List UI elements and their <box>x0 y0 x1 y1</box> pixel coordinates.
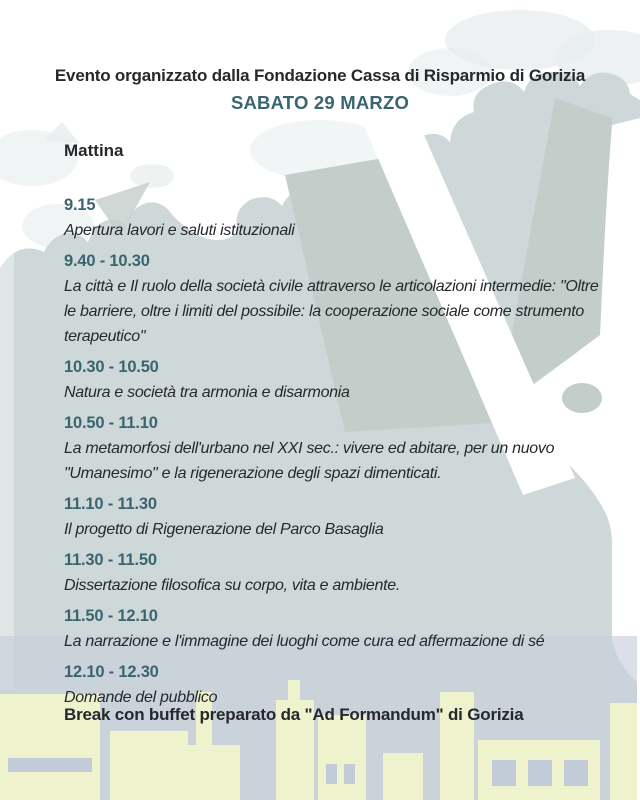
schedule-item <box>64 660 612 710</box>
schedule-time: 12.10 - 12.30 <box>64 663 159 681</box>
schedule-item <box>64 548 612 598</box>
schedule-time: 11.10 - 11.30 <box>64 495 157 513</box>
buffet-break-note: Break con buffet preparato da "Ad Formandum" di Gorizia <box>64 705 524 724</box>
schedule-time: 11.50 - 12.10 <box>64 607 158 625</box>
schedule-title: La narrazione e l'immagine dei luoghi come cura ed affermazione di sé <box>64 633 545 650</box>
schedule-item <box>64 492 612 542</box>
schedule-item <box>64 604 612 654</box>
schedule-item <box>64 249 612 349</box>
schedule-title: Natura e società tra armonia e disarmonia <box>64 384 350 401</box>
schedule-item <box>64 411 612 486</box>
schedule-time: 10.30 - 10.50 <box>64 358 159 376</box>
schedule-time: 9.40 - 10.30 <box>64 252 150 270</box>
schedule-time: 10.50 - 11.10 <box>64 414 158 432</box>
schedule-title: Domande del pubblico <box>64 689 218 706</box>
schedule-item <box>64 355 612 405</box>
organizer-line: Evento organizzato dalla Fondazione Cassa di Risparmio di Gorizia <box>54 66 586 85</box>
schedule-title: Il progetto di Rigenerazione del Parco Basaglia <box>64 521 384 538</box>
schedule-title: La città e Il ruolo della società civile attraverso le articolazioni intermedie: "Oltre le barriere, oltre i limiti del possibile: la cooperazione sociale come strumento terapeutico" <box>64 278 599 345</box>
schedule-time: 11.30 - 11.50 <box>64 551 157 569</box>
schedule-list <box>64 193 612 710</box>
schedule-time: 9.15 <box>64 196 96 214</box>
schedule-title: Dissertazione filosofica su corpo, vita e ambiente. <box>64 577 400 594</box>
schedule-title: Apertura lavori e saluti istituzionali <box>64 222 295 239</box>
event-date: SABATO 29 MARZO <box>230 92 410 113</box>
schedule-title: La metamorfosi dell'urbano nel XXI sec.: vivere ed abitare, per un nuovo "Umanesimo" e la rigenerazione degli spazi dimenticati. <box>64 440 555 482</box>
schedule-item <box>64 193 612 243</box>
section-title-mattina: Mattina <box>64 141 124 160</box>
